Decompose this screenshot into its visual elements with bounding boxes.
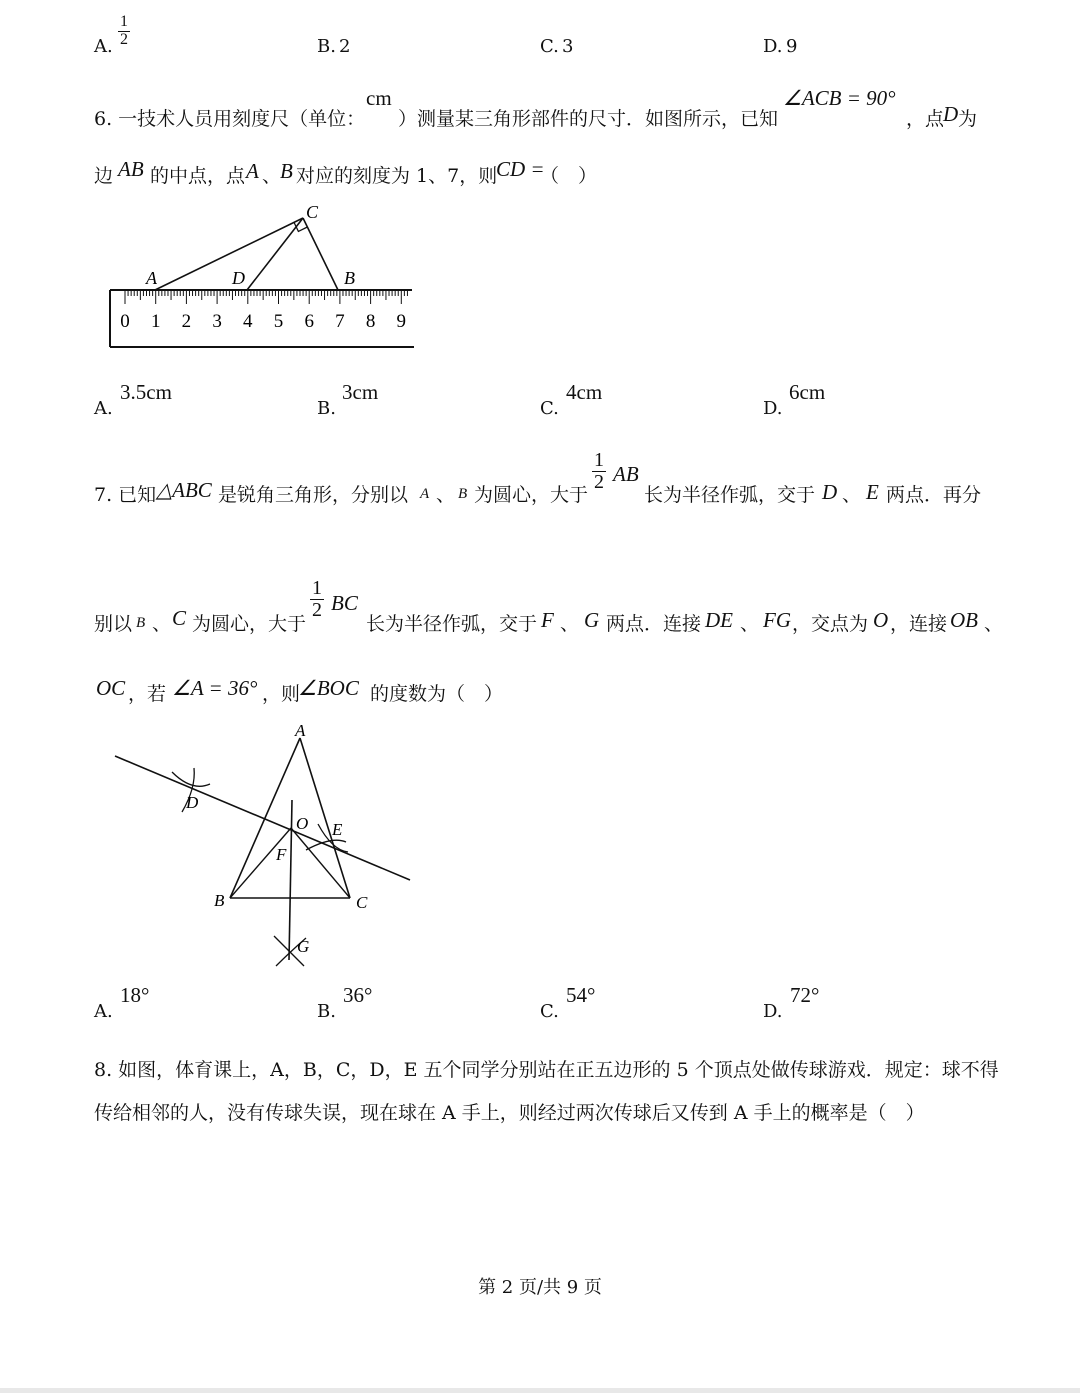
ruler-number: 0 — [120, 311, 130, 332]
q5-option-c-value: 3 — [562, 36, 574, 57]
q7-label-f: F — [276, 845, 287, 864]
q6-ruler-figure — [100, 198, 430, 358]
q7-text-2e: ，交点为 — [792, 613, 869, 635]
q5-option-d-label: D. — [763, 36, 783, 57]
q7-g: G — [584, 608, 600, 632]
q7-text-2f: ，连接 — [890, 613, 948, 635]
q7-c2: C — [172, 606, 187, 630]
q7-text-1d: 长为半径作弧，交于 — [644, 484, 816, 506]
q7-angle-boc: ∠BOC — [298, 676, 359, 700]
q7-frac1-den: 2 — [594, 471, 604, 493]
q5-option-b-value: 2 — [339, 36, 351, 57]
q6-point-a: A — [246, 159, 259, 183]
q6-option-b-label: B. — [317, 398, 336, 419]
q7-text-1b: 是锐角三角形，分别以 — [218, 484, 409, 506]
page-footer: 第 2 页/共 9 页 — [478, 1277, 602, 1298]
q7-triangle-abc: △ABC — [156, 478, 212, 502]
q5-fraction-numerator: 1 — [120, 13, 128, 30]
q7-d: D — [822, 480, 838, 504]
q6-angle-acb: ∠ACB = 90° — [783, 86, 896, 110]
ruler-number: 9 — [396, 311, 407, 332]
q7-text-3c: 的度数为（ ） — [370, 683, 504, 705]
q6-text-2d: （ ） — [540, 165, 598, 187]
q7-option-a-value: 18° — [120, 983, 150, 1007]
q7-text-1c: 为圆心，大于 — [474, 484, 589, 506]
ruler-number: 1 — [150, 311, 161, 332]
segment-cb — [303, 218, 338, 290]
q7-label-d: D — [186, 793, 199, 812]
q7-text-3b: ，则 — [262, 683, 301, 705]
ruler-number: 8 — [365, 311, 376, 332]
q7-option-c-value: 54° — [566, 983, 596, 1007]
q7-o: O — [873, 608, 889, 632]
q7-label-o: O — [296, 814, 309, 833]
q5-option-a-label: A. — [94, 36, 113, 57]
q7-label-e: E — [332, 820, 343, 839]
q7-option-d-label: D. — [763, 1001, 783, 1022]
q6-text-1b: ）测量某三角形部件的尺寸．如图所示，已知 — [398, 108, 779, 130]
q7-angle-a: ∠A = 36° — [172, 676, 258, 700]
q7-de: DE — [705, 608, 733, 632]
q6-label-b: B — [344, 268, 355, 288]
q6-option-c-label: C. — [540, 398, 559, 419]
q6-option-d-label: D. — [763, 398, 783, 419]
q7-oc: OC — [96, 676, 126, 700]
q6-text-2a: 边 — [94, 165, 114, 187]
segment-ac — [155, 218, 303, 290]
q7-dun-1: 、 — [436, 484, 456, 506]
q7-label-c: C — [356, 893, 368, 912]
q7-bc: BC — [331, 591, 358, 615]
q7-text-2c: 长为半径作弧，交于 — [366, 613, 538, 635]
q7-text-3a: ，若 — [128, 683, 167, 705]
q6-label-c: C — [306, 202, 319, 222]
q7-dun-2: 、 — [842, 484, 862, 506]
q6-text-1c: ，点 — [906, 108, 945, 130]
q7-b2: B — [136, 615, 146, 631]
q7-frac1-num: 1 — [594, 449, 604, 471]
q6-text-2b: 的中点，点 — [150, 165, 246, 187]
q6-text-1d: 为 — [958, 108, 978, 130]
ruler-number: 2 — [181, 311, 192, 332]
q5-option-a-fraction — [118, 14, 130, 49]
q6-option-b-value: 3cm — [342, 380, 379, 404]
q5-fraction-denominator: 2 — [120, 30, 128, 48]
ruler-number: 6 — [304, 311, 314, 332]
q7-ob: OB — [950, 608, 978, 632]
q7-label-a: A — [295, 721, 306, 740]
segment-cd — [247, 218, 303, 290]
q6-text-1a: 6. 一技术人员用刻度尺（单位： — [94, 108, 366, 130]
q6-option-a-value: 3.5cm — [120, 380, 172, 404]
q7-option-c-label: C. — [540, 1001, 559, 1022]
q7-half-fraction-1 — [592, 450, 606, 493]
q7-frac2-num: 1 — [312, 577, 322, 599]
q7-text-1a: 7. 已知 — [94, 484, 157, 506]
q7-ab: AB — [613, 462, 639, 486]
line-fg — [289, 800, 292, 960]
q7-b: B — [458, 486, 468, 502]
q5-option-c-label: C. — [540, 36, 559, 57]
q6-ab: AB — [118, 157, 144, 181]
q7-text-2a: 别以 — [94, 613, 133, 635]
q7-dun-5: 、 — [740, 613, 760, 635]
q7-frac2-den: 2 — [312, 599, 322, 621]
q6-text-2c: 对应的刻度为 1、7，则 — [296, 165, 498, 187]
q7-text-1e: 两点．再分 — [886, 484, 982, 506]
q6-label-a: A — [146, 268, 157, 288]
q7-option-a-label: A. — [94, 1001, 113, 1022]
ruler-ticks — [125, 290, 407, 304]
q7-dun-3: 、 — [152, 613, 172, 635]
q7-text-2b: 为圆心，大于 — [192, 613, 307, 635]
q7-text-2d: 两点．连接 — [606, 613, 702, 635]
q7-label-g: G — [297, 937, 310, 956]
q7-dun-4: 、 — [560, 613, 580, 635]
q7-a: A — [420, 486, 430, 502]
q6-point-b: B — [280, 159, 293, 183]
q7-e: E — [866, 480, 879, 504]
q6-option-a-label: A. — [94, 398, 113, 419]
q7-option-d-value: 72° — [790, 983, 820, 1007]
q6-option-c-value: 4cm — [566, 380, 603, 404]
page-bottom-edge — [0, 1388, 1080, 1393]
q5-option-d-value: 9 — [786, 36, 798, 57]
q6-point-d: D — [943, 102, 959, 126]
q7-fg: FG — [763, 608, 791, 632]
q7-f: F — [541, 608, 554, 632]
ruler-numbers — [120, 311, 406, 332]
q6-label-d: D — [232, 268, 245, 288]
q6-option-d-value: 6cm — [789, 380, 826, 404]
ruler-number: 7 — [335, 311, 345, 332]
q7-half-fraction-2 — [310, 578, 324, 621]
q6-separator: 、 — [262, 165, 282, 187]
q8-line-2: 传给相邻的人，没有传球失误，现在球在 A 手上，则经过两次传球后又传到 A 手上的概率是（ ） — [94, 1102, 925, 1124]
q7-dun-6: 、 — [984, 613, 1004, 635]
q7-option-b-value: 36° — [343, 983, 373, 1007]
ruler-number: 3 — [212, 311, 222, 332]
q8-line-1: 8. 如图，体育课上，A，B，C，D，E 五个同学分别站在正五边形的 5 个顶点处做传球游戏．规定：球不得 — [94, 1059, 999, 1081]
side-ab — [230, 738, 300, 898]
q7-label-b: B — [214, 891, 225, 910]
ruler-number: 5 — [273, 311, 284, 332]
q7-option-b-label: B. — [317, 1001, 336, 1022]
q5-option-b-label: B. — [317, 36, 336, 57]
q6-cd: CD = — [496, 157, 545, 181]
q7-construction-figure — [100, 716, 420, 972]
q6-unit: cm — [366, 86, 392, 110]
ruler-number: 4 — [243, 311, 253, 332]
arc-mark-d-1 — [172, 772, 210, 786]
